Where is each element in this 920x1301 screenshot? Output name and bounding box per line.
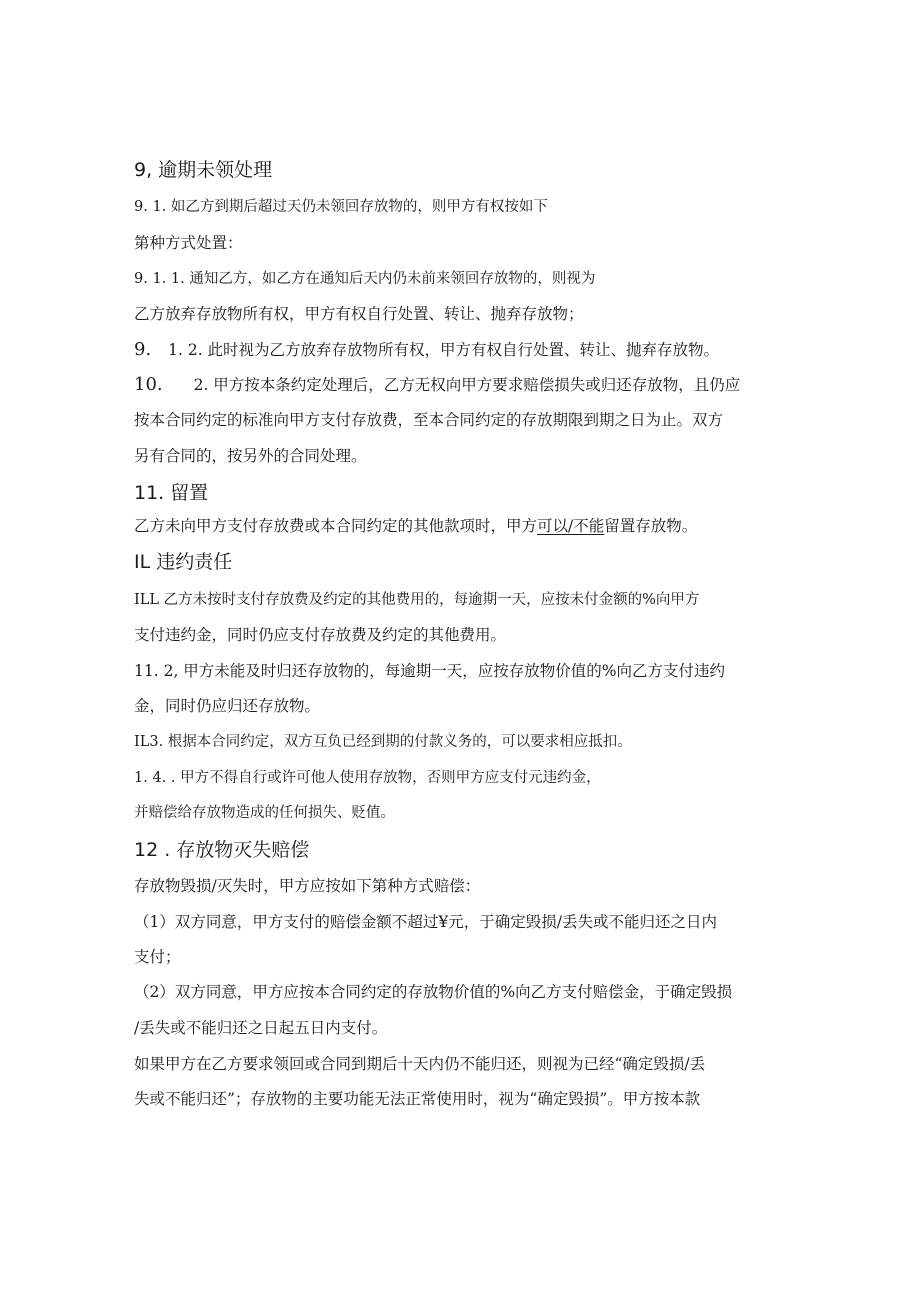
section-9-heading: 9, 逾期未领处理 — [134, 159, 273, 181]
clause-11-2: 11. 2, 甲方未能及时归还存放物的，每逾期一天，应按存放物价值的%向乙方支付违约 — [134, 662, 726, 680]
clause-11-lien-option: 可以/不能 — [537, 517, 605, 535]
clause-9-1-2 — [134, 340, 719, 360]
section-11-heading: 11. 留置 — [134, 482, 209, 504]
clause-12-option-2: （2）双方同意，甲方应按本合同约定的存放物价值的%向乙方支付赔偿金，于确定毁损 — [134, 983, 733, 1001]
clause-9-1-cont: 第种方式处置： — [134, 234, 243, 252]
clause-9-1-1-cont: 乙方放弃存放物所有权，甲方有权自行处置、转让、抛弃存放物； — [134, 305, 584, 323]
clause-11-2-cont: 金，同时仍应归还存放物。 — [134, 697, 321, 715]
clause-9-1: 9. 1. 如乙方到期后超过天仍未领回存放物的，则甲方有权按如下 — [134, 199, 548, 215]
clause-10-text: 2. 甲方按本条约定处理后，乙方无权向甲方要求赔偿损失或归还存放物，且仍应 — [193, 376, 741, 394]
clause-12-option-1: （1）双方同意，甲方支付的赔偿金额不超过¥元，于确定毁损/丢失或不能归还之日内 — [134, 913, 717, 931]
clause-9-1-1: 9. 1. 1. 通知乙方，如乙方在通知后天内仍未前来领回存放物的，则视为 — [134, 271, 596, 287]
clause-12-definition-cont: 失或不能归还”；存放物的主要功能无法正常使用时，视为“确定毁损”。甲方按本款 — [134, 1090, 701, 1108]
clause-11-lien — [134, 516, 697, 536]
clause-11-lien-suffix: 留置存放物。 — [604, 517, 698, 535]
clause-il3: IL3. 根据本合同约定，双方互负已经到期的付款义务的，可以要求相应抵扣。 — [134, 734, 632, 750]
clause-10-cont-2: 另有合同的，按另外的合同处理。 — [134, 447, 367, 465]
section-liability-heading: IL 违约责任 — [134, 551, 233, 573]
clause-9-1-2-number: 9. — [134, 339, 152, 360]
clause-12-definition: 如果甲方在乙方要求领回或合同到期后十天内仍不能归还，则视为已经“确定毁损/丢 — [134, 1055, 706, 1073]
clause-ill-cont: 支付违约金，同时仍应支付存放费及约定的其他费用。 — [134, 626, 507, 644]
clause-10-number: 10. — [134, 374, 163, 395]
section-12-heading: 12 . 存放物灭失赔偿 — [134, 839, 310, 861]
clause-1-4-cont: 并赔偿给存放物造成的任何损失、贬值。 — [134, 805, 395, 821]
clause-10-cont-1: 按本合同约定的标准向甲方支付存放费，至本合同约定的存放期限到期之日为止。双方 — [134, 411, 724, 429]
clause-12-option-2-cont: /丢失或不能归还之日起五日内支付。 — [134, 1019, 388, 1037]
clause-10 — [134, 375, 740, 395]
clause-ill: ILL 乙方未按时支付存放费及约定的其他费用的，每逾期一天，应按未付金额的%向甲方 — [134, 592, 700, 608]
clause-9-1-2-text: 1. 2. 此时视为乙方放弃存放物所有权，甲方有权自行处置、转让、抛弃存放物。 — [168, 341, 720, 359]
clause-1-4: 1. 4. . 甲方不得自行或许可他人使用存放物，否则甲方应支付元违约金， — [134, 770, 601, 786]
clause-12-option-1-cont: 支付； — [134, 948, 181, 966]
clause-12-intro: 存放物毁损/灭失时，甲方应按如下第种方式赔偿： — [134, 877, 481, 895]
clause-11-lien-prefix: 乙方未向甲方支付存放费或本合同约定的其他款项时，甲方 — [134, 517, 538, 535]
